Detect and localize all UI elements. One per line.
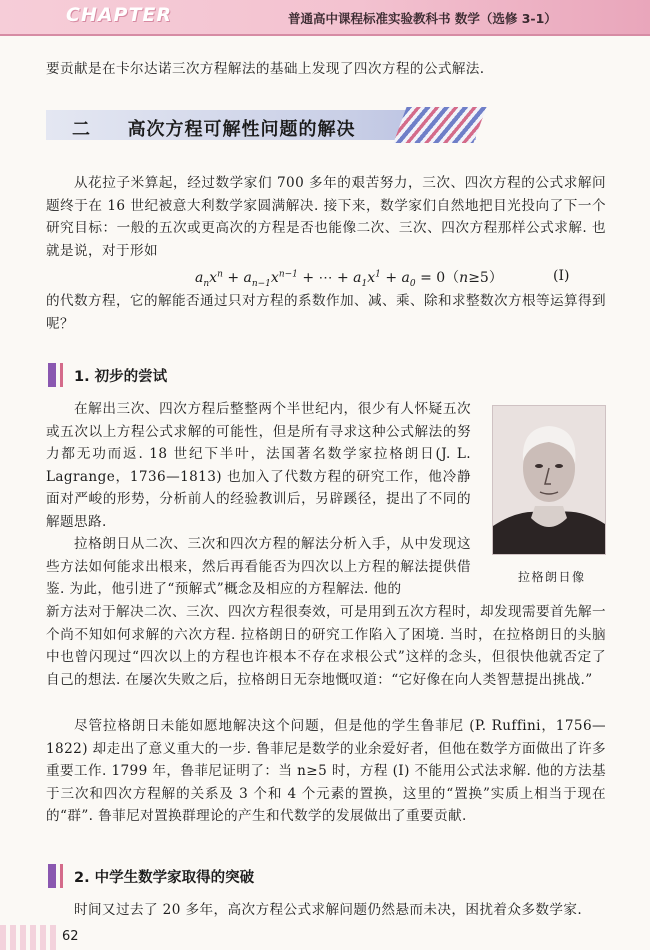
- book-title: 普通高中课程标准实验教科书 数学（选修 3-1）: [288, 11, 557, 26]
- footer-decoration: [0, 925, 60, 950]
- section-number: 二: [72, 119, 91, 140]
- header-divider: [0, 34, 650, 36]
- equation-number: (I): [553, 268, 570, 284]
- paragraph: 尽管拉格朗日未能如愿地解决这个问题，但是他的学生鲁菲尼 (P. Ruffini，1756—1822) 却走出了意义重大的一步. 鲁菲尼是数学的业余爱好者，但他在数学方面做出了许多重要工作. 1799 年，鲁菲尼证明了：当 n≥5 时，方程 (I) 不能用公式法求解. 他的方法基于三次和四次方程解的关系及 3 个和 4 个元素的置换，这里的“置换”实质上相当于现在的“群”. 鲁菲尼对置换群理论的产生和代数学的发展做出了重要贡献.: [46, 718, 606, 824]
- polynomial-formula: $a_nx^n + a_{n-1}x^{n-1}$ + ⋯ + $a_1x^1 + a_0 = 0(n\ge 5)$: [195, 269, 503, 289]
- page-number: 62: [62, 929, 79, 944]
- subsection-title: 1. 初步的尝试: [74, 369, 168, 385]
- paragraph: 拉格朗日从二次、三次和四次方程的解法分析入手，从中发现这些方法如何能求出根来，然后再看能否为四次以上方程的解法提供借鉴. 为此，他引进了“预解式”概念及相应的方程解法. 他的: [46, 536, 471, 597]
- lagrange-portrait: [492, 405, 606, 555]
- section-title-text: 高次方程可解性问题的解决: [127, 119, 356, 140]
- section-marker-accent: [60, 363, 63, 387]
- chapter-label: CHAPTER: [66, 4, 173, 26]
- section-marker-accent: [60, 864, 63, 888]
- portrait-caption: 拉格朗日像: [518, 570, 586, 584]
- paragraph: 从花拉子米算起，经过数学家们 700 多年的艰苦努力，三次、四次方程的公式求解问题终于在 16 世纪被意大利数学家圆满解决. 接下来，数学家们自然地把目光投向了下一个研究目标：一般的五次或更高次的方程是否也能像二次、三次、四次方程那样公式求解. 也就是说，对于形如: [46, 175, 606, 259]
- section-title: [72, 115, 356, 141]
- paragraph: 新方法对于解决二次、三次、四次方程很奏效，可是用到五次方程时，却发现需要首先解一个尚不知如何求解的六次方程. 拉格朗日的研究工作陷入了困境. 当时，在拉格朗日的头脑中也曾闪现过“四次以上的方程也许根本不存在求根公式”这样的念头，但很快他就否定了自己的想法. 在屡次失败之后，拉格朗日无奈地慨叹道：“它好像在向人类智慧提出挑战.”: [46, 604, 606, 688]
- paragraph: 的代数方程，它的解能否通过只对方程的系数作加、减、乘、除和求整数次方根等运算得到呢？: [46, 293, 606, 332]
- subsection-title: 2. 中学生数学家取得的突破: [74, 870, 255, 886]
- paragraph: 时间又过去了 20 多年，高次方程公式求解问题仍然悬而未决，困扰着众多数学家.: [74, 902, 583, 918]
- paragraph: 在解出三次、四次方程后整整两个半世纪内，很少有人怀疑五次或五次以上方程公式求解的可能性，但是所有寻求这种公式解法的努力都无功而返. 18 世纪下半叶，法国著名数学家拉格朗日(J. L. Lagrange，1736—1813) 也加入了代数方程的研究工作，他冷静面对严峻的形势，分析前人的经验教训后，另辟蹊径，提出了不同的解题思路.: [46, 401, 471, 530]
- banner-stripes: [393, 107, 486, 143]
- page-header: [0, 0, 650, 34]
- intro-line: 要贡献是在卡尔达诺三次方程解法的基础上发现了四次方程的公式解法.: [46, 61, 485, 77]
- section-marker: [48, 363, 56, 387]
- section-marker: [48, 864, 56, 888]
